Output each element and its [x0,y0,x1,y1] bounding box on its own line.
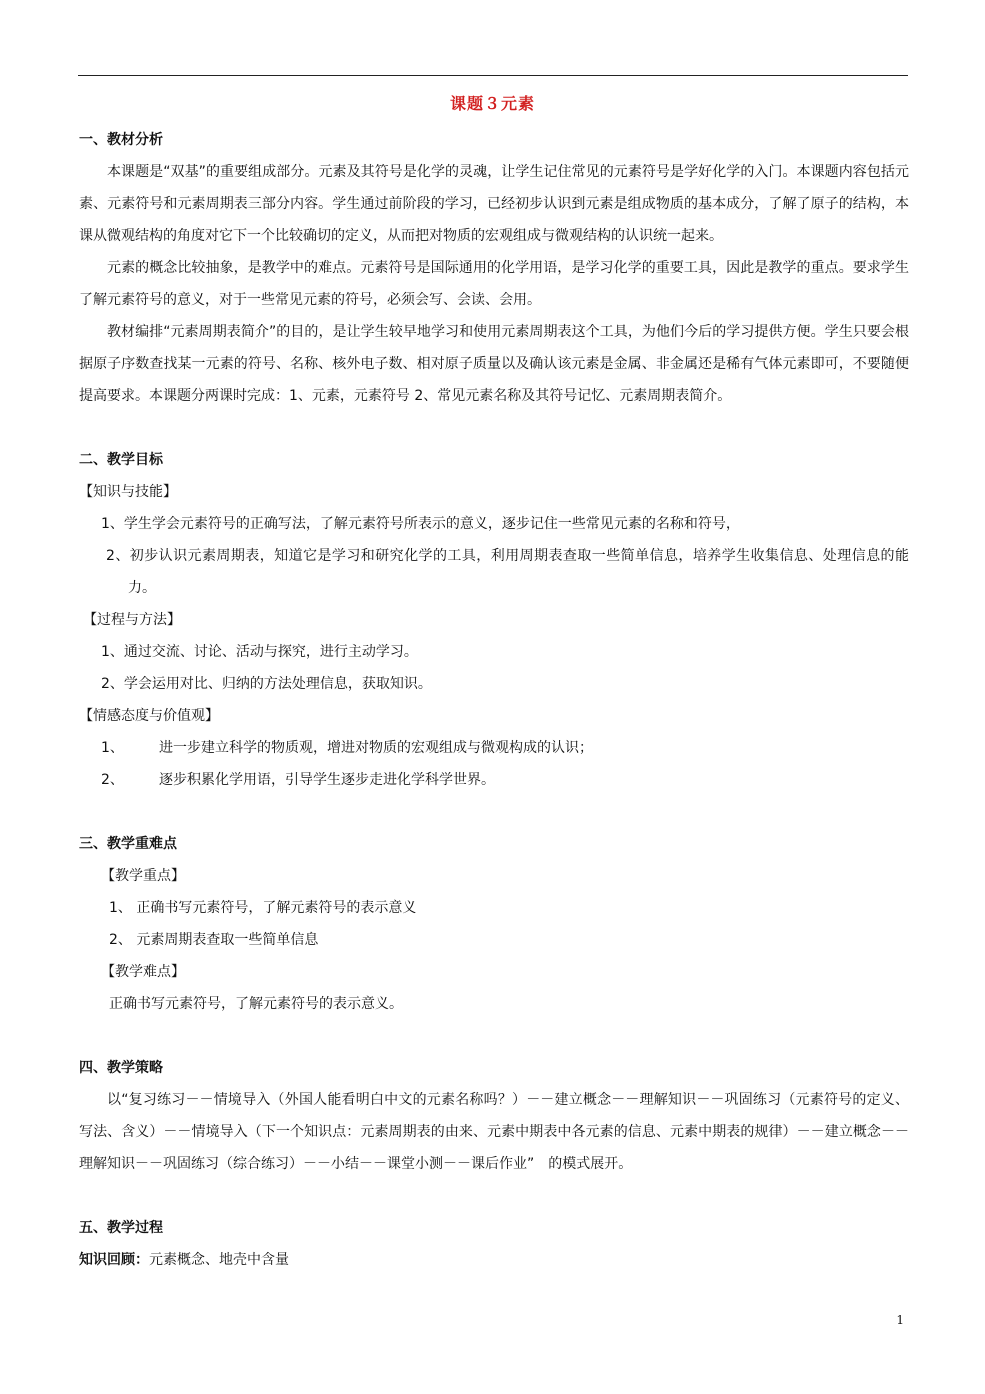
spacer [79,1020,909,1052]
spacer [79,412,909,444]
knowledge-item: 2、初步认识元素周期表，知道它是学习和研究化学的工具，利用周期表查取一些简单信息，培养学生收集信息、处理信息的能力。 [106,548,909,596]
item-text: 进一步建立科学的物质观，增进对物质的宏观组成与微观构成的认识； [159,740,593,756]
section-heading-key-points: 三、教学重难点 [79,836,177,852]
key-item: 1、 正确书写元素符号，了解元素符号的表示意义 [109,900,417,916]
section-heading-process: 五、教学过程 [79,1220,163,1236]
review-label: 知识回顾： [79,1252,149,1268]
review-line [79,1244,909,1276]
document-body [79,124,909,1276]
header-rule [78,75,908,76]
key-item: 2、 元素周期表查取一些简单信息 [109,932,319,948]
emotion-item [79,732,909,764]
item-number: 1、 [101,740,124,756]
item-number: 2、 [101,772,124,788]
review-text: 元素概念、地壳中含量 [149,1252,289,1268]
section-heading-objectives: 二、教学目标 [79,452,163,468]
strategy-paragraph: 以“复习练习－－情境导入（外国人能看明白中文的元素名称吗？）－－建立概念－－理解知识－－巩固练习（元素符号的定义、写法、含义）－－情境导入（下一个知识点：元素周期表的由来、元素中期表中各元素的信息、元素中期表的规律）－－建立概念－－理解知识－－巩固练习（综合练习）－－小结－－课堂小测－－课后作业” 的模式展开。 [79,1092,909,1172]
subheading-process: 【过程与方法】 [83,612,181,628]
item-text: 逐步积累化学用语，引导学生逐步走进化学科学世界。 [159,772,495,788]
process-item: 2、学会运用对比、归纳的方法处理信息，获取知识。 [101,676,432,692]
subheading-key: 【教学重点】 [101,868,185,884]
page-title: 课题３元素 [449,94,535,113]
analysis-paragraph-2: 元素的概念比较抽象，是教学中的难点。元素符号是国际通用的化学用语，是学习化学的重要工具，因此是教学的重点。要求学生了解元素符号的意义，对于一些常见元素的符号，必须会写、会读、会用。 [79,260,909,308]
difficult-text: 正确书写元素符号，了解元素符号的表示意义。 [109,996,403,1012]
subheading-knowledge: 【知识与技能】 [79,484,177,500]
emotion-item [79,764,909,796]
analysis-paragraph-1: 本课题是“双基”的重要组成部分。元素及其符号是化学的灵魂，让学生记住常见的元素符号是学好化学的入门。本课题内容包括元素、元素符号和元素周期表三部分内容。学生通过前阶段的学习，已经初步认识到元素是组成物质的基本成分，了解了原子的结构，本课从微观结构的角度对它下一个比较确切的定义，从而把对物质的宏观组成与微观结构的认识统一起来。 [79,164,909,244]
analysis-paragraph-3: 教材编排“元素周期表简介”的目的，是让学生较早地学习和使用元素周期表这个工具，为他们今后的学习提供方便。学生只要会根据原子序数查找某一元素的符号、名称、核外电子数、相对原子质量以及确认该元素是金属、非金属还是稀有气体元素即可，不要随便提高要求。本课题分两课时完成：1、元素，元素符号 2、常见元素名称及其符号记忆、元素周期表简介。 [79,324,909,404]
subheading-difficult: 【教学难点】 [101,964,185,980]
spacer [79,796,909,828]
section-heading-strategy: 四、教学策略 [79,1060,163,1076]
spacer [79,1180,909,1212]
process-item: 1、通过交流、讨论、活动与探究，进行主动学习。 [101,644,418,660]
subheading-emotion: 【情感态度与价值观】 [79,708,219,724]
section-heading-analysis: 一、教材分析 [79,132,163,148]
knowledge-item: 1、学生学会元素符号的正确写法，了解元素符号所表示的意义，逐步记住一些常见元素的名称和符号， [101,516,740,532]
page-number: 1 [896,1313,904,1327]
